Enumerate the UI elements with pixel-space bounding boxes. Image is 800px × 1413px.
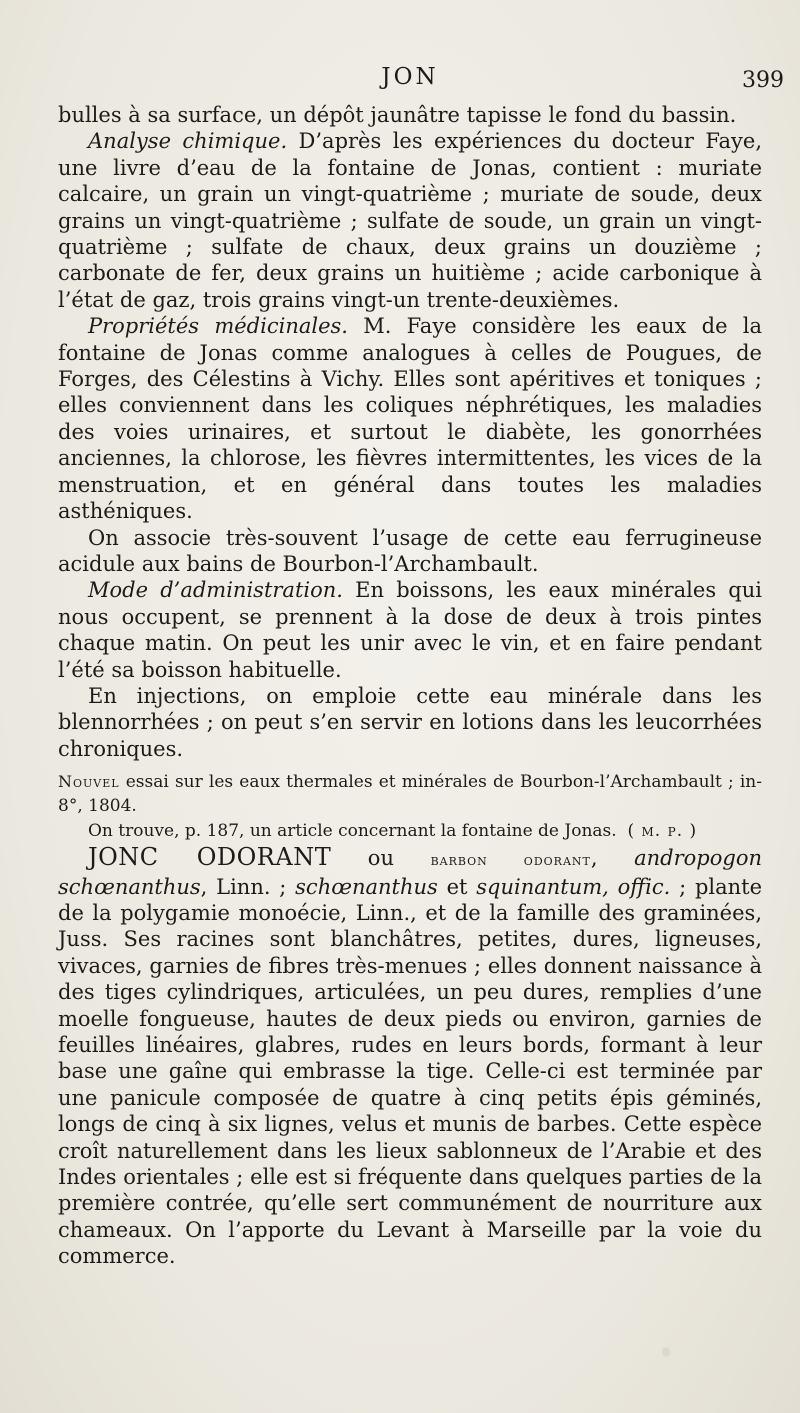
entry-synonym: barbon odorant	[430, 850, 591, 870]
bibliography-line2-text: On trouve, p. 187, un article concernant la fontaine de Jonas.	[88, 821, 617, 842]
section-label-administration: Mode d’administration.	[88, 578, 343, 603]
section-label-proprietes: Propriétés médicinales.	[88, 314, 348, 339]
entry-ou: ou	[331, 846, 431, 871]
paragraph-association-text: On associe très-souvent l’usage de cette eau ferrugineuse acidule aux bains de Bourbon-l’Archambault.	[58, 525, 762, 576]
entry-jonc-odorant	[58, 844, 762, 1270]
entry-authority-1: , Linn. ;	[200, 874, 296, 899]
paragraph-administration	[58, 577, 762, 683]
bibliography-note-line2	[58, 818, 762, 844]
text-block	[58, 62, 784, 1270]
paragraph-proprietes	[58, 313, 762, 524]
entry-headword: JONC ODORANT	[88, 843, 332, 872]
entry-description: ; plante de la polygamie monoécie, Linn., et de la famille des graminées, Juss. Ses racines sont blanchâtres, petites, dures, ligneuses, vivaces, garnies de fibres très-menues ; elles donnent naissance à des tiges cylindriques, articulées, un peu dures, remplies d’une moelle fongueuse, hautes de deux pieds ou environ, garnies de feuilles linéaires, glabres, rudes en leurs bords, formant à leur base une gaîne qui embrasse la tige. Celle-ci est terminée par une panicule composée de quatre à cinq petits épis géminés, longs de cinq à six lignes, velus et munis de barbes. Cette espèce croît naturellement dans les lieux sablonneux de l’Arabie et des Indes orientales ; elle est si fréquente dans quelques parties de la première contrée, qu’elle sert communément de nourriture aux chameaux. On l’apporte du Levant à Marseille par la voie du commerce.	[58, 874, 763, 1269]
paragraph-analyse-chimique	[58, 128, 762, 313]
running-head-word: JON	[381, 64, 439, 90]
paragraph-continuation	[58, 102, 762, 128]
paper-speck	[662, 1347, 670, 1357]
page-number: 399	[742, 68, 784, 93]
bibliography-lead: Nouvel	[58, 772, 120, 792]
entry-et: et	[437, 874, 477, 899]
paragraph-analyse-text: D’après les expériences du docteur Faye, une livre d’eau de la fontaine de Jonas, contient : muriate calcaire, un grain un vingt-quatrième ; muriate de soude, deux grains un vingt-quatrième ; sulfate de soude, un grain un vingt-quatrième ; sulfate de chaux, deux grains un douzième ; carbonate de fer, deux grains un huitième ; acide carbonique à l’état de gaz, trois grains vingt-un trente-deuxièmes.	[58, 129, 762, 312]
section-label-analyse: Analyse chimique.	[88, 129, 288, 154]
paragraph-injections	[58, 683, 762, 762]
paragraph-proprietes-text: M. Faye considère les eaux de la fontaine de Jonas comme analogues à celles de Pougues, de Forges, des Célestins à Vichy. Elles sont apéritives et toniques ; elles conviennent dans les coliques néphrétiques, les maladies des voies urinaires, et surtout le diabète, les gonorrhées anciennes, la chlorose, les fièvres intermittentes, les vices de la menstruation, et en général dans toutes les maladies asthéniques.	[58, 314, 763, 524]
paragraph-continuation-text: bulles à sa surface, un dépôt jaunâtre tapisse le fond du bassin.	[58, 103, 737, 127]
entry-sep1: ,	[590, 846, 635, 871]
bibliography-text: essai sur les eaux thermales et minérales de Bourbon-l’Archambault ; in-8°, 1804.	[58, 772, 762, 817]
paragraph-association	[58, 525, 762, 578]
paragraph-administration-text: En boissons, les eaux minérales qui nous occupent, se prennent à la dose de deux à trois pintes chaque matin. On peut les unir avec le vin, et en faire pendant l’été sa boisson habituelle.	[58, 578, 762, 682]
entry-latin-name-1: andropogon schœnanthus	[58, 846, 762, 899]
author-signature: ( m. p. )	[627, 821, 698, 842]
paragraph-injections-text: En injections, on emploie cette eau minérale dans les blennorrhées ; on peut s’en servir en lotions dans les leucorrhées chroniques.	[58, 683, 762, 761]
running-head	[58, 62, 784, 102]
entry-latin-name-2: schœnanthus	[295, 874, 438, 899]
entry-latin-name-3: squinantum, offic.	[476, 874, 671, 899]
bibliography-note	[58, 770, 762, 818]
